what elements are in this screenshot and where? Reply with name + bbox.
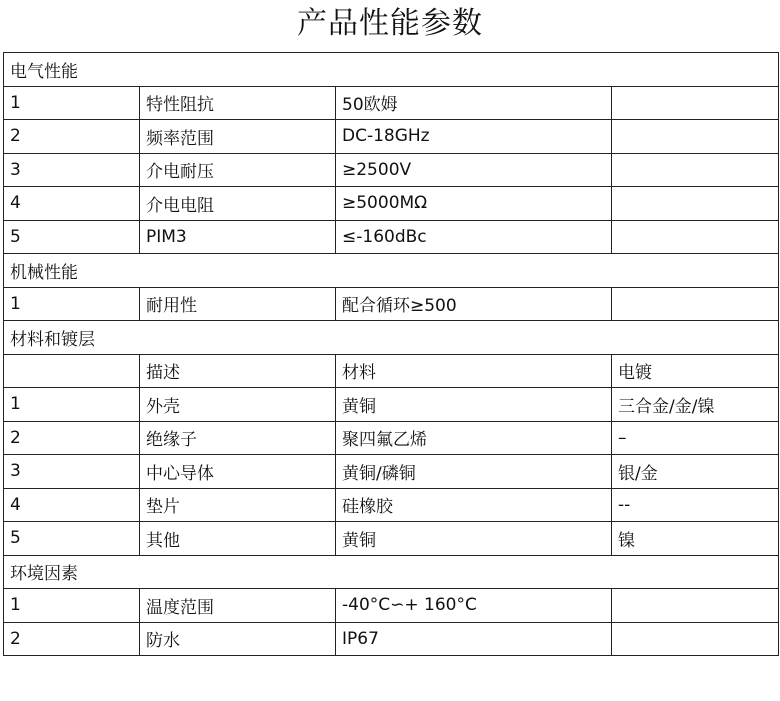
- row-item: 耐用性: [140, 287, 336, 321]
- row-item: 特性阻抗: [140, 86, 336, 120]
- row-item: 防水: [140, 622, 336, 656]
- row-value: -40°C∽+ 160°C: [336, 589, 612, 623]
- row-number: 3: [4, 455, 140, 489]
- section-heading-row: [4, 254, 779, 288]
- table-row: [4, 488, 779, 522]
- table-row: [4, 220, 779, 254]
- row-number: 5: [4, 220, 140, 254]
- row-item: PIM3: [140, 220, 336, 254]
- row-number: 1: [4, 287, 140, 321]
- table-row: [4, 287, 779, 321]
- section-heading-row: [4, 321, 779, 355]
- row-value: DC-18GHz: [336, 120, 612, 154]
- column-header-material: 材料: [336, 354, 612, 388]
- row-value: ≥2500V: [336, 153, 612, 187]
- section-heading-electrical: 电气性能: [4, 53, 779, 87]
- row-value: 黄铜/磷铜: [336, 455, 612, 489]
- row-value: IP67: [336, 622, 612, 656]
- column-header-number: [4, 354, 140, 388]
- row-item: 外壳: [140, 388, 336, 422]
- row-extra: [612, 589, 779, 623]
- row-item: 绝缘子: [140, 421, 336, 455]
- row-extra: 银/金: [612, 455, 779, 489]
- column-header-row: [4, 354, 779, 388]
- table-row: [4, 86, 779, 120]
- row-extra: [612, 622, 779, 656]
- row-number: 4: [4, 488, 140, 522]
- column-header-description: 描述: [140, 354, 336, 388]
- row-item: 介电耐压: [140, 153, 336, 187]
- section-heading-environment: 环境因素: [4, 555, 779, 589]
- row-extra: –: [612, 421, 779, 455]
- row-item: 频率范围: [140, 120, 336, 154]
- row-number: 2: [4, 120, 140, 154]
- row-value: 聚四氟乙烯: [336, 421, 612, 455]
- table-row: [4, 187, 779, 221]
- row-number: 4: [4, 187, 140, 221]
- row-extra: 镍: [612, 522, 779, 556]
- row-number: 1: [4, 86, 140, 120]
- table-row: [4, 589, 779, 623]
- table-row: [4, 120, 779, 154]
- table-row: [4, 388, 779, 422]
- section-heading-materials: 材料和镀层: [4, 321, 779, 355]
- spec-table: [3, 52, 779, 656]
- section-heading-mechanical: 机械性能: [4, 254, 779, 288]
- table-row: [4, 455, 779, 489]
- row-value: 黄铜: [336, 388, 612, 422]
- row-value: 黄铜: [336, 522, 612, 556]
- row-number: 2: [4, 622, 140, 656]
- row-item: 温度范围: [140, 589, 336, 623]
- row-number: 5: [4, 522, 140, 556]
- row-value: 50欧姆: [336, 86, 612, 120]
- row-item: 介电电阻: [140, 187, 336, 221]
- row-extra: [612, 287, 779, 321]
- column-header-plating: 电镀: [612, 354, 779, 388]
- section-heading-row: [4, 53, 779, 87]
- row-value: ≥5000MΩ: [336, 187, 612, 221]
- row-number: 1: [4, 388, 140, 422]
- row-value: 硅橡胶: [336, 488, 612, 522]
- row-item: 垫片: [140, 488, 336, 522]
- row-extra: [612, 120, 779, 154]
- row-number: 3: [4, 153, 140, 187]
- row-number: 1: [4, 589, 140, 623]
- row-extra: --: [612, 488, 779, 522]
- row-value: 配合循环≥500: [336, 287, 612, 321]
- row-extra: [612, 187, 779, 221]
- row-extra: [612, 86, 779, 120]
- section-heading-row: [4, 555, 779, 589]
- row-number: 2: [4, 421, 140, 455]
- row-value: ≤-160dBc: [336, 220, 612, 254]
- table-row: [4, 522, 779, 556]
- table-row: [4, 421, 779, 455]
- table-row: [4, 153, 779, 187]
- table-row: [4, 622, 779, 656]
- row-extra: [612, 153, 779, 187]
- row-extra: [612, 220, 779, 254]
- page-title: 产品性能参数: [297, 6, 483, 41]
- row-item: 中心导体: [140, 455, 336, 489]
- row-extra: 三合金/金/镍: [612, 388, 779, 422]
- row-item: 其他: [140, 522, 336, 556]
